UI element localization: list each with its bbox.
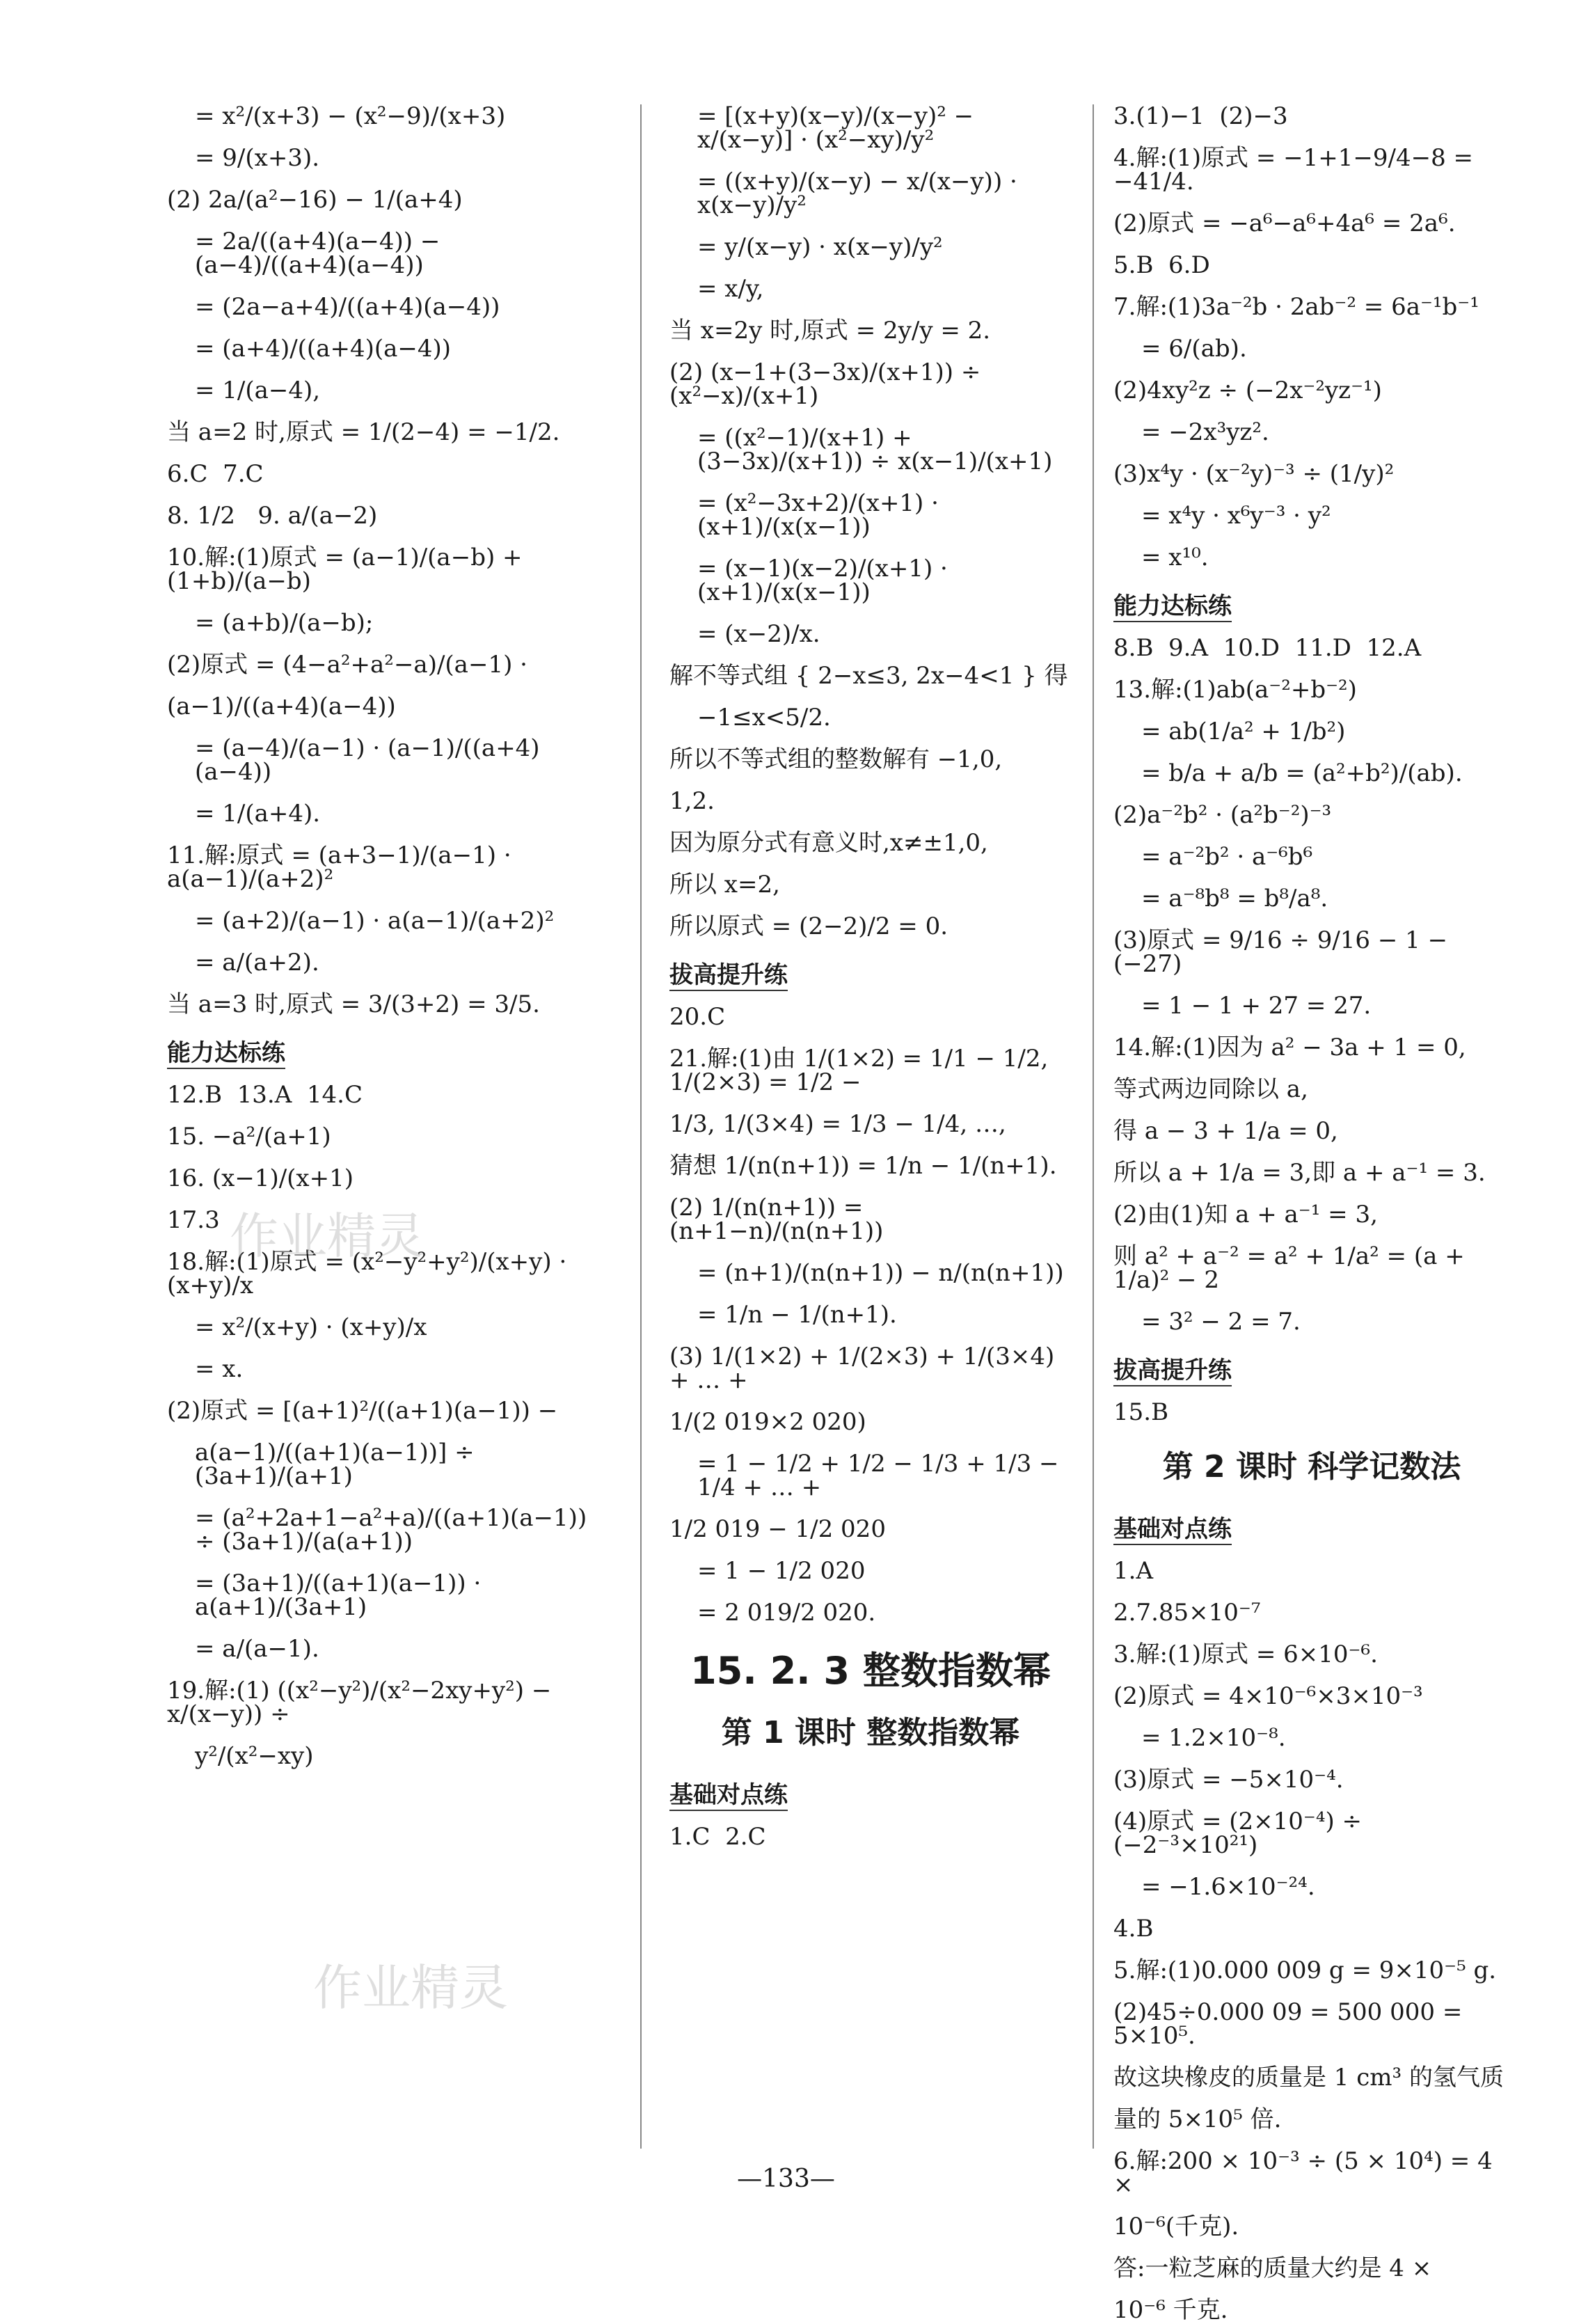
answer-line: = (2a−a+4)/((a+4)(a−4)) [195, 293, 500, 321]
answer-line: = x²/(x+y) · (x+y)/x [195, 1313, 427, 1341]
answer-line: (2)a⁻²b² · (a²b⁻²)⁻³ [1113, 801, 1332, 829]
answer-line: 猜想 1/(n(n+1)) = 1/n − 1/(n+1). [669, 1152, 1057, 1180]
answer-line: 16. (x−1)/(x+1) [167, 1164, 354, 1192]
answer-line: (2)由(1)知 a + a⁻¹ = 3, [1113, 1201, 1378, 1228]
answer-line: = x²/(x+3) − (x²−9)/(x+3) [195, 102, 506, 130]
section-heading: 15. 2. 3 整数指数幂 [690, 1649, 1051, 1693]
answer-line: = (3a+1)/((a+1)(a−1)) · a(a+1)/(3a+1) [195, 1570, 489, 1621]
answer-line: = a⁻⁸b⁸ = b⁸/a⁸. [1141, 885, 1328, 912]
answer-line: = 1/(a+4). [195, 800, 321, 828]
answer-line: = 1/n − 1/(n+1). [697, 1301, 897, 1329]
answer-line: 量的 5×10⁵ 倍. [1113, 2105, 1282, 2133]
answer-line: 3.(1)−1 (2)−3 [1113, 102, 1288, 130]
answer-line: (2)原式 = 4×10⁻⁶×3×10⁻³ [1113, 1682, 1423, 1710]
answer-line: = (x−1)(x−2)/(x+1) · (x+1)/(x(x−1)) [697, 555, 955, 606]
answer-line: = 2 019/2 020. [697, 1599, 876, 1627]
answer-line: 1,2. [669, 787, 715, 815]
watermark: 作业精灵 [313, 1959, 508, 2016]
answer-line: 当 a=2 时,原式 = 1/(2−4) = −1/2. [167, 418, 560, 446]
answer-line: (2)45÷0.000 09 = 500 000 = 5×10⁵. [1113, 1998, 1470, 2050]
answer-line: = −1.6×10⁻²⁴. [1141, 1873, 1315, 1901]
answer-line: (3)原式 = 9/16 ÷ 9/16 − 1 − (−27) [1113, 926, 1455, 978]
answer-line: (2)4xy²z ÷ (−2x⁻²yz⁻¹) [1113, 377, 1382, 404]
answer-line: = b/a + a/b = (a²+b²)/(ab). [1141, 759, 1463, 787]
answer-line: (2) 2a/(a²−16) − 1/(a+4) [167, 186, 463, 214]
answer-line: = a⁻²b² · a⁻⁶b⁶ [1141, 843, 1313, 871]
lesson-heading: 第 2 课时 科学记数法 [1162, 1449, 1461, 1485]
answer-line: = (x²−3x+2)/(x+1) · (x+1)/(x(x−1)) [697, 489, 946, 541]
answer-line: (4)原式 = (2×10⁻⁴) ÷ (−2⁻³×10²¹) [1113, 1808, 1369, 1859]
answer-line: 13.解:(1)ab(a⁻²+b⁻²) [1113, 676, 1357, 704]
answer-line: 15. −a²/(a+1) [167, 1123, 331, 1151]
answer-line: 1.A [1113, 1557, 1153, 1585]
answer-line: 当 a=3 时,原式 = 3/(3+2) = 3/5. [167, 990, 540, 1018]
answer-line: 5.B 6.D [1113, 251, 1210, 279]
answer-line: (2) (x−1+(3−3x)/(x+1)) ÷ (x²−x)/(x+1) [669, 358, 989, 410]
answer-line: = 1/(a−4), [195, 377, 321, 404]
answer-line: = 9/(x+3). [195, 144, 320, 172]
answer-line: = x/y, [697, 275, 764, 303]
lesson-heading: 第 1 课时 整数指数幂 [721, 1715, 1020, 1750]
answer-line: 所以 a + 1/a = 3,即 a + a⁻¹ = 3. [1113, 1159, 1486, 1187]
answer-line: = (a²+2a+1−a²+a)/((a+1)(a−1)) ÷ (3a+1)/(a(a+1)) [195, 1504, 595, 1556]
answer-line: 所以 x=2, [669, 871, 780, 899]
section-label: 拔高提升练 [669, 963, 788, 991]
column-right [1093, 102, 1510, 2324]
answer-line: = (a+2)/(a−1) · a(a−1)/(a+2)² [195, 907, 555, 935]
answer-line: 19.解:(1) ((x²−y²)/(x²−2xy+y²) − x/(x−y)) ÷ [167, 1677, 559, 1728]
answer-line: = ((x²−1)/(x+1) + (3−3x)/(x+1)) ÷ x(x−1)/(x+1) [697, 424, 1053, 475]
column-left [167, 104, 598, 2149]
answer-line: 解不等式组 { 2−x≤3, 2x−4<1 } 得 [669, 662, 1068, 690]
answer-line: (2)原式 = −a⁶−a⁶+4a⁶ = 2a⁶. [1113, 210, 1456, 237]
answer-line: y²/(x²−xy) [195, 1742, 314, 1770]
answer-line: 8. 1/2 9. a/(a−2) [167, 502, 378, 530]
answer-line: = x. [195, 1355, 244, 1383]
answer-line: = y/(x−y) · x(x−y)/y² [697, 233, 943, 261]
answer-line: = 6/(ab). [1141, 335, 1247, 363]
answer-line: (2)原式 = (4−a²+a²−a)/(a−1) · [167, 651, 527, 679]
answer-line: = (a−4)/(a−1) · (a−1)/((a+4)(a−4)) [195, 734, 540, 786]
answer-line: −1≤x<5/2. [697, 704, 831, 732]
answer-line: = (a+b)/(a−b); [195, 609, 374, 637]
answer-line: = a/(a−1). [195, 1635, 319, 1663]
answer-line: 8.B 9.A 10.D 11.D 12.A [1113, 634, 1422, 662]
answer-line: 等式两边同除以 a, [1113, 1075, 1308, 1103]
section-label: 拔高提升练 [1113, 1359, 1232, 1386]
answer-line: 7.解:(1)3a⁻²b · 2ab⁻² = 6a⁻¹b⁻¹ [1113, 293, 1479, 321]
answer-line: (a−1)/((a+4)(a−4)) [167, 693, 396, 720]
answer-line: = 1 − 1 + 27 = 27. [1141, 992, 1372, 1020]
answer-line: = x¹⁰. [1141, 544, 1209, 571]
answer-line: (3)原式 = −5×10⁻⁴. [1113, 1766, 1344, 1794]
answer-line: 18.解:(1)原式 = (x²−y²+y²)/(x+y) · (x+y)/x [167, 1248, 575, 1299]
answer-line: 11.解:原式 = (a+3−1)/(a−1) · a(a−1)/(a+2)² [167, 841, 519, 893]
answer-line: = ab(1/a² + 1/b²) [1141, 718, 1346, 745]
section-label: 能力达标练 [167, 1041, 285, 1069]
answer-line: 6.C 7.C [167, 460, 264, 488]
answer-line: = ((x+y)/(x−y) − x/(x−y)) · x(x−y)/y² [697, 168, 1025, 219]
answer-line: 1/(2 019×2 020) [669, 1408, 866, 1436]
answer-line: (3)x⁴y · (x⁻²y)⁻³ ÷ (1/y)² [1113, 460, 1395, 488]
answer-line: = −2x³yz². [1141, 418, 1269, 446]
answer-line: (2)原式 = [(a+1)²/((a+1)(a−1)) − [167, 1397, 558, 1425]
answer-line: 12.B 13.A 14.C [167, 1081, 363, 1109]
answer-line: 故这块橡皮的质量是 1 cm³ 的氢气质 [1113, 2064, 1504, 2092]
answer-line: = 1 − 1/2 020 [697, 1557, 866, 1585]
answer-line: 答:一粒芝麻的质量大约是 4 × [1113, 2254, 1432, 2282]
answer-line: 所以原式 = (2−2)/2 = 0. [669, 912, 948, 940]
answer-line: 15.B [1113, 1398, 1169, 1426]
section-label: 基础对点练 [669, 1783, 788, 1811]
answer-line: 10⁻⁶ 千克. [1113, 2296, 1228, 2324]
answer-line: = 1 − 1/2 + 1/2 − 1/3 + 1/3 − 1/4 + … + [697, 1450, 1067, 1501]
answer-line: a(a−1)/((a+1)(a−1))] ÷ (3a+1)/(a+1) [195, 1439, 482, 1490]
section-label: 能力达标练 [1113, 594, 1232, 622]
answer-line: (2) 1/(n(n+1)) = (n+1−n)/(n(n+1)) [669, 1194, 884, 1245]
answer-line: 10⁻⁶(千克). [1113, 2213, 1239, 2240]
answer-line: 因为原分式有意义时,x≠±1,0, [669, 829, 988, 857]
answer-line: 17.3 [167, 1206, 220, 1234]
answer-line: 1/3, 1/(3×4) = 1/3 − 1/4, …, [669, 1110, 1006, 1138]
answer-line: 6.解:200 × 10⁻³ ÷ (5 × 10⁴) = 4 × [1113, 2147, 1500, 2199]
answer-line: = x⁴y · x⁶y⁻³ · y² [1141, 502, 1331, 530]
page-number: —133— [737, 2165, 835, 2193]
answer-line: 所以不等式组的整数解有 −1,0, [669, 745, 1003, 773]
answer-line: = 2a/((a+4)(a−4)) − (a−4)/((a+4)(a−4)) [195, 228, 448, 279]
answer-line: 则 a² + a⁻² = a² + 1/a² = (a + 1/a)² − 2 [1113, 1242, 1472, 1294]
watermark: 作业精灵 [230, 1208, 424, 1265]
answer-line: 2.7.85×10⁻⁷ [1113, 1599, 1261, 1627]
answer-line: 10.解:(1)原式 = (a−1)/(a−b) + (1+b)/(a−b) [167, 544, 530, 595]
answer-line: = 3² − 2 = 7. [1141, 1308, 1301, 1336]
answer-line: = a/(a+2). [195, 949, 319, 977]
answer-line: 5.解:(1)0.000 009 g = 9×10⁻⁵ g. [1113, 1957, 1497, 1984]
answer-line: 14.解:(1)因为 a² − 3a + 1 = 0, [1113, 1034, 1466, 1061]
answer-line: 1.C 2.C [669, 1823, 766, 1851]
answer-line: 20.C [669, 1003, 726, 1031]
answer-line: = (n+1)/(n(n+1)) − n/(n(n+1)) [697, 1259, 1064, 1287]
answer-line: 4.解:(1)原式 = −1+1−9/4−8 = −41/4. [1113, 144, 1481, 196]
answer-line: = (x−2)/x. [697, 620, 820, 648]
answer-line: 3.解:(1)原式 = 6×10⁻⁶. [1113, 1641, 1378, 1668]
column-middle [640, 104, 1072, 2149]
answer-line: 21.解:(1)由 1/(1×2) = 1/1 − 1/2, 1/(2×3) = 1/2 − [669, 1045, 1056, 1096]
answer-line: 4.B [1113, 1915, 1154, 1943]
section-label: 基础对点练 [1113, 1517, 1232, 1545]
answer-line: 得 a − 3 + 1/a = 0, [1113, 1117, 1338, 1145]
answer-line: = [(x+y)(x−y)/(x−y)² − x/(x−y)] · (x²−xy)/y² [697, 102, 981, 154]
answer-line: 当 x=2y 时,原式 = 2y/y = 2. [669, 317, 991, 345]
answer-line: (3) 1/(1×2) + 1/(2×3) + 1/(3×4) + … + [669, 1343, 1063, 1394]
answer-line: 1/2 019 − 1/2 020 [669, 1515, 886, 1543]
answer-line: = 1.2×10⁻⁸. [1141, 1724, 1286, 1752]
answer-line: = (a+4)/((a+4)(a−4)) [195, 335, 452, 363]
